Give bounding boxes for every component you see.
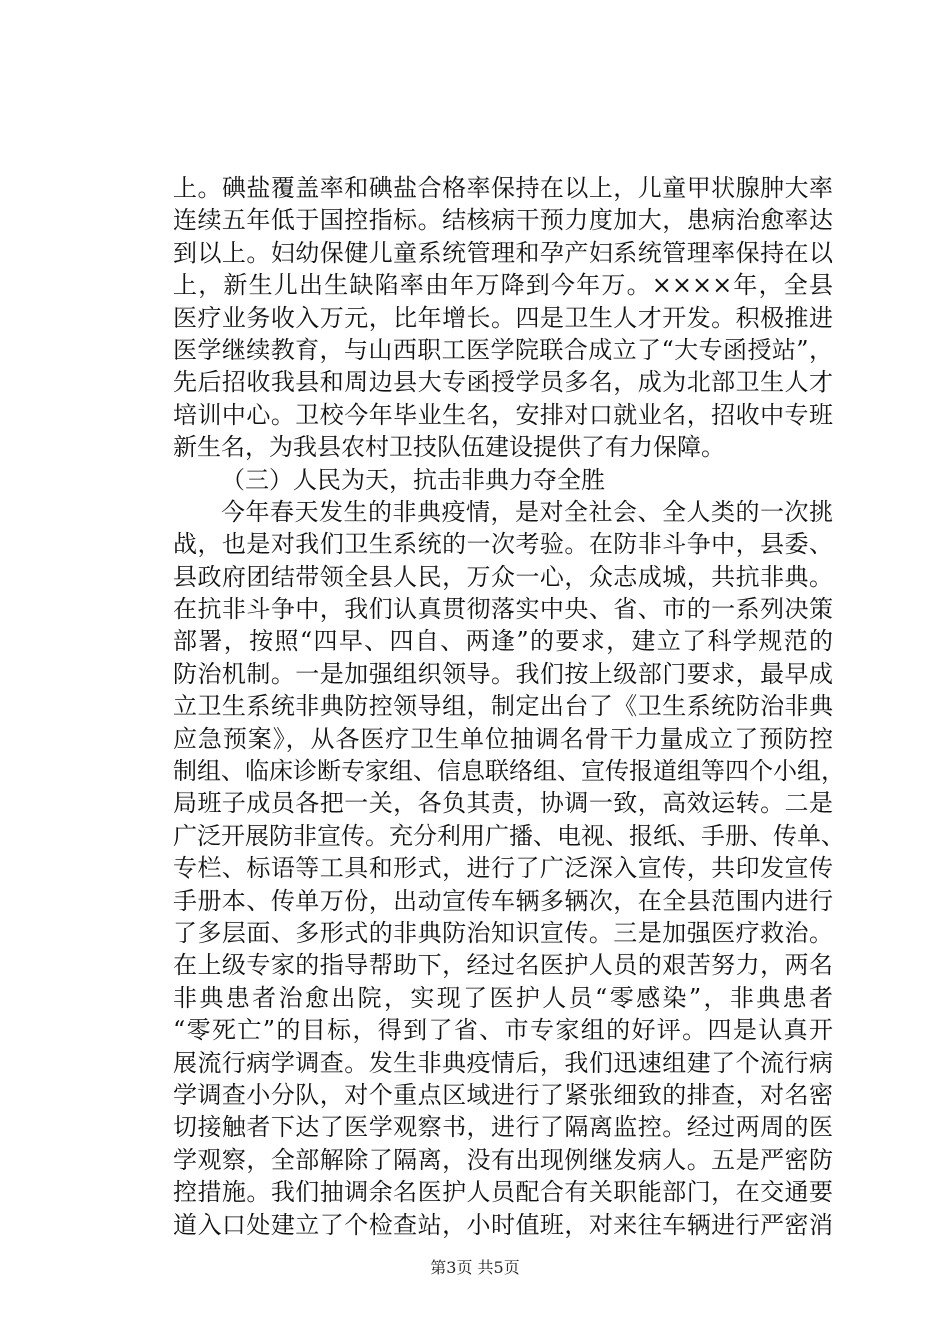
text-line: 学调查小分队，对个重点区域进行了紧张细致的排查，对名密	[173, 1080, 833, 1109]
text-line: 学观察，全部解除了隔离，没有出现例继发病人。五是严密防	[173, 1145, 833, 1174]
text-line: 上。碘盐覆盖率和碘盐合格率保持在以上，儿童甲状腺肿大率	[173, 174, 833, 202]
text-line: 应急预案》，从各医疗卫生单位抽调名骨干力量成立了预防控	[173, 724, 833, 753]
text-line: 先后招收我县和周边县大专函授学员多名，成为北部卫生人才	[173, 368, 833, 397]
section-heading: （三）人民为天，抗击非典力夺全胜	[221, 465, 605, 494]
page-number-footer: 第3页 共5页	[430, 1258, 520, 1277]
text-line: “零死亡”的目标，得到了省、市专家组的好评。四是认真开	[173, 1016, 833, 1045]
text-line: 医学继续教育，与山西职工医学院联合成立了“大专函授站”，	[173, 335, 833, 364]
text-line: 战，也是对我们卫生系统的一次考验。在防非斗争中，县委、	[173, 530, 833, 559]
text-line: 部署，按照“四早、四自、两逢”的要求，建立了科学规范的	[173, 627, 833, 656]
text-line: 专栏、标语等工具和形式，进行了广泛深入宣传，共印发宣传	[173, 854, 833, 883]
text-line: 医疗业务收入万元，比年增长。四是卫生人才开发。积极推进	[173, 303, 833, 332]
text-line: 制组、临床诊断专家组、信息联络组、宣传报道组等四个小组，	[173, 757, 845, 786]
text-line: 广泛开展防非宣传。充分利用广播、电视、报纸、手册、传单、	[173, 821, 845, 850]
text-line: 了多层面、多形式的非典防治知识宣传。三是加强医疗救治。	[173, 918, 833, 947]
paragraph-first-line: 今年春天发生的非典疫情，是对全社会、全人类的一次挑	[221, 497, 833, 526]
text-line: 展流行病学调查。发生非典疫情后，我们迅速组建了个流行病	[173, 1048, 833, 1077]
text-line: 控措施。我们抽调余名医护人员配合有关职能部门，在交通要	[173, 1178, 833, 1207]
text-line: 培训中心。卫校今年毕业生名，安排对口就业名，招收中专班	[173, 400, 833, 429]
text-line: 防治机制。一是加强组织领导。我们按上级部门要求，最早成	[173, 659, 833, 688]
text-line: 到以上。妇幼保健儿童系统管理和孕产妇系统管理率保持在以	[173, 238, 833, 267]
text-line: 在抗非斗争中，我们认真贯彻落实中央、省、市的一系列决策	[173, 595, 833, 624]
text-line: 上，新生儿出生缺陷率由年万降到今年万。××××年，全县	[173, 271, 833, 300]
text-line: 局班子成员各把一关，各负其责，协调一致，高效运转。二是	[173, 789, 833, 818]
text-line: 道入口处建立了个检查站，小时值班，对来往车辆进行严密消	[173, 1210, 833, 1239]
text-line: 在上级专家的指导帮助下，经过名医护人员的艰苦努力，两名	[173, 951, 833, 980]
body-text	[173, 172, 845, 1241]
paragraph-last-line: 新生名，为我县农村卫技队伍建设提供了有力保障。	[173, 433, 725, 462]
text-line: 县政府团结带领全县人民，万众一心，众志成城，共抗非典。	[173, 562, 833, 591]
text-line: 手册本、传单万份，出动宣传车辆多辆次，在全县范围内进行	[173, 886, 833, 915]
text-line: 非典患者治愈出院，实现了医护人员“零感染”，非典患者	[173, 983, 833, 1012]
text-line: 切接触者下达了医学观察书，进行了隔离监控。经过两周的医	[173, 1113, 833, 1142]
text-line: 连续五年低于国控指标。结核病干预力度加大，患病治愈率达	[173, 206, 833, 235]
text-line: 立卫生系统非典防控领导组，制定出台了《卫生系统防治非典	[173, 692, 833, 721]
